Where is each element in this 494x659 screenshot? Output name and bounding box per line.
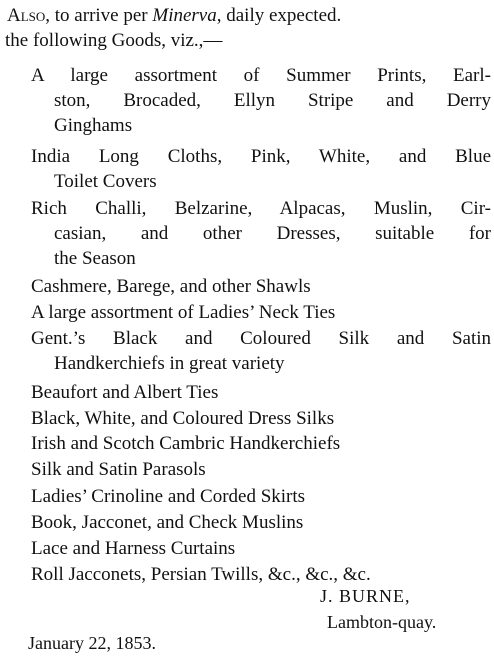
- goods-item-line: Gent.’s Black and Coloured Silk and Satin: [31, 328, 491, 349]
- goods-item-line: Handkerchiefs in great variety: [54, 353, 285, 374]
- goods-item-line: Roll Jacconets, Persian Twills, &c., &c., &c.: [31, 564, 371, 585]
- goods-item-line: Ginghams: [54, 115, 133, 136]
- goods-item: [31, 326, 491, 376]
- intro-text-b: , daily expected.: [216, 5, 342, 26]
- intro-line-2: the following Goods, viz.,—: [5, 30, 223, 51]
- goods-item: [31, 144, 491, 194]
- goods-item: [31, 536, 491, 561]
- goods-item: [31, 431, 491, 456]
- intro-also: Also: [7, 5, 46, 26]
- goods-item-line: Cashmere, Barege, and other Shawls: [31, 276, 311, 297]
- goods-item: [31, 274, 491, 299]
- goods-item: [31, 510, 491, 535]
- goods-item-line: Beaufort and Albert Ties: [31, 382, 219, 403]
- goods-item-line: A large assortment of Ladies’ Neck Ties: [31, 302, 336, 323]
- goods-item: [31, 380, 491, 405]
- goods-item-line: Black, White, and Coloured Dress Silks: [31, 408, 335, 429]
- goods-item-line: Book, Jacconet, and Check Muslins: [31, 512, 304, 533]
- goods-item: [31, 562, 491, 587]
- goods-item: [31, 63, 491, 138]
- goods-item-line: Silk and Satin Parasols: [31, 459, 206, 480]
- goods-item-line: India Long Cloths, Pink, White, and Blue: [31, 146, 491, 167]
- goods-item: [31, 406, 491, 431]
- goods-item: [31, 196, 491, 271]
- goods-item-line: the Season: [54, 248, 136, 269]
- goods-item-line: Lace and Harness Curtains: [31, 538, 236, 559]
- goods-item: [31, 484, 491, 509]
- goods-item-line: Rich Challi, Belzarine, Alpacas, Muslin, Cir-: [31, 198, 491, 219]
- goods-item-line: A large assortment of Summer Prints, Earl-: [31, 65, 491, 86]
- goods-item-line: Ladies’ Crinoline and Corded Skirts: [31, 486, 306, 507]
- intro-line-1: [7, 4, 341, 28]
- intro-text-a: , to arrive per: [45, 5, 153, 26]
- merchant-location: Lambton-quay.: [327, 612, 437, 632]
- goods-item: [31, 457, 491, 482]
- goods-item-line: Toilet Covers: [54, 171, 157, 192]
- merchant-name: J. BURNE,: [320, 586, 411, 606]
- ship-name: Minerva: [152, 5, 217, 26]
- goods-item: [31, 300, 491, 325]
- advert-date: January 22, 1853.: [28, 633, 156, 653]
- goods-item-line: casian, and other Dresses, suitable for: [54, 223, 491, 244]
- goods-item-line: Irish and Scotch Cambric Handkerchiefs: [31, 433, 341, 454]
- goods-item-line: ston, Brocaded, Ellyn Stripe and Derry: [54, 90, 491, 111]
